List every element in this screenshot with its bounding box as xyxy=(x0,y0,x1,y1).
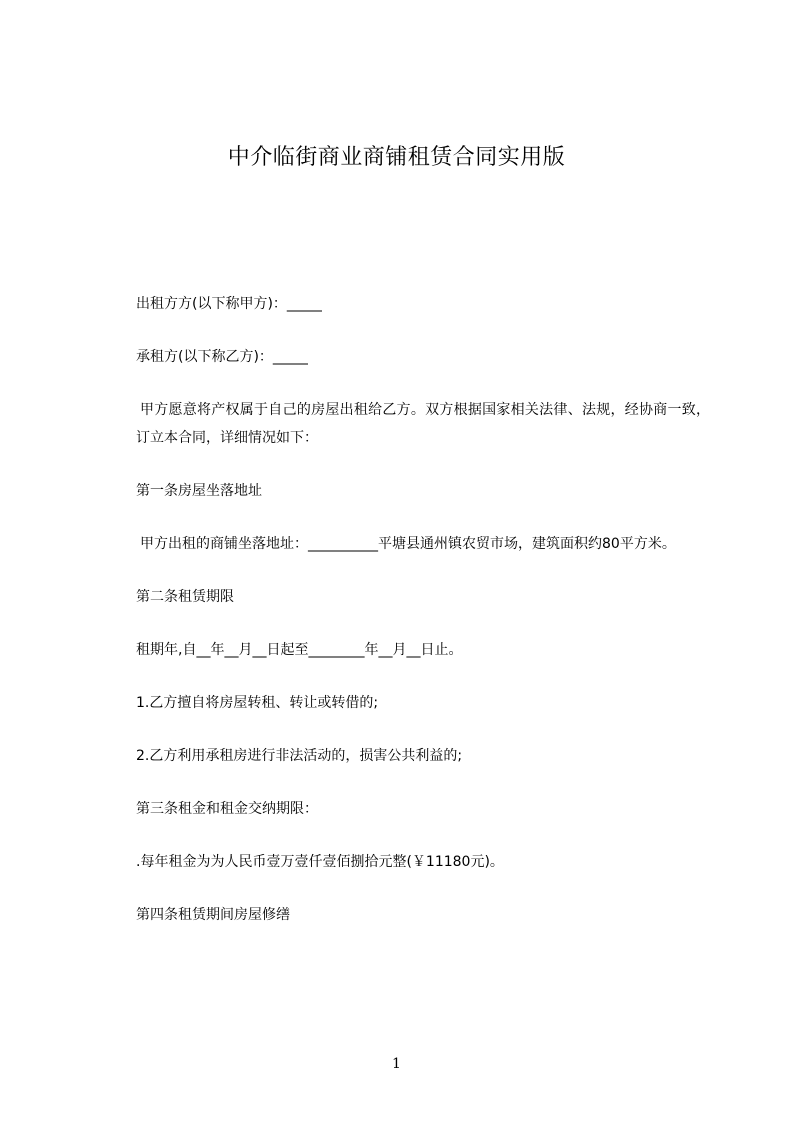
clause-item-1: 1.乙方擅自将房屋转租、转让或转借的; xyxy=(136,695,379,711)
document-title: 中介临街商业商铺租赁合同实用版 xyxy=(227,145,566,170)
annual-rent: .每年租金为为人民币壹万壹仟壹佰捌拾元整(￥11180元)。 xyxy=(136,854,504,870)
article-2-heading: 第二条租赁期限 xyxy=(136,589,234,605)
lessor-line: 出租方方(以下称甲方)：_____ xyxy=(136,296,322,312)
page-number: 1 xyxy=(392,1056,401,1072)
agreement-intro: 甲方愿意将产权属于自己的房屋出租给乙方。双方根据国家相关法律、法规，经协商一致，订立本合同，详细情况如下： xyxy=(136,402,710,446)
article-1-heading: 第一条房屋坐落地址 xyxy=(136,483,262,499)
article-3-heading: 第三条租金和租金交纳期限： xyxy=(136,801,318,817)
shop-address: 甲方出租的商铺坐落地址：__________平塘县通州镇农贸市场，建筑面积约80平方米。 xyxy=(140,536,676,552)
article-4-heading: 第四条租赁期间房屋修缮 xyxy=(136,907,290,923)
clause-item-2: 2.乙方利用承租房进行非法活动的，损害公共利益的; xyxy=(136,748,463,764)
lessee-line: 承租方(以下称乙方)：_____ xyxy=(136,349,308,365)
document-body xyxy=(136,290,710,929)
lease-term: 租期年,自__年__月__日起至________年__月__日止。 xyxy=(136,642,463,658)
